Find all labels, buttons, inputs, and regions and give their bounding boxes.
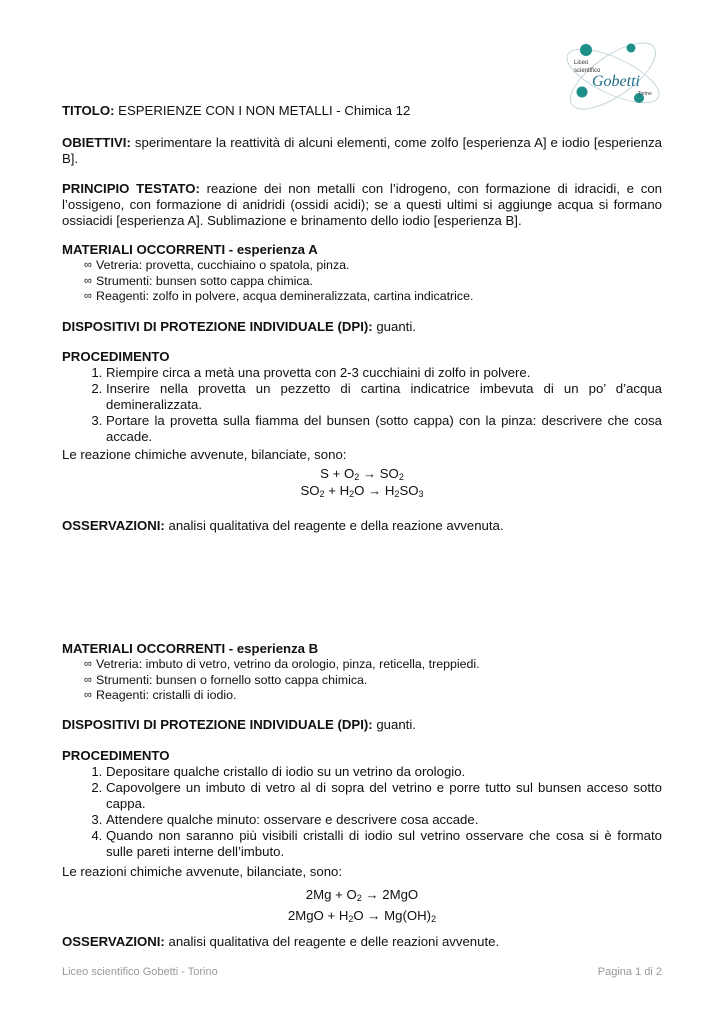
materiali-b-heading: MATERIALI OCCORRENTI - esperienza B [62,641,319,656]
infinity-icon: ∞ [84,689,92,701]
list-item: 3. Attendere qualche minuto: osservare e descrivere cosa accade. [106,812,662,828]
equation-a1: $S + O_2 \to SO_2$ [320,466,404,482]
list-item: ∞ Vetreria: provetta, cucchiaino o spatola, pinza. [84,258,350,272]
dpi-a [62,319,662,335]
obiettivi-text: sperimentare la reattività di alcuni elementi, come zolfo [esperienza A] e iodio [esperienza B]. [62,135,663,166]
list-item: 1. Depositare qualche cristallo di iodio su un vetrino da orologio. [106,764,662,780]
osservazioni-a [62,518,662,534]
principio-testato [62,181,662,229]
dpi-b-label: DISPOSITIVI DI PROTEZIONE INDIVIDUALE (DPI): [62,717,373,732]
infinity-icon: ∞ [84,290,92,302]
list-item: ∞ Reagenti: zolfo in polvere, acqua demineralizzata, cartina indicatrice. [84,289,474,303]
materiali-b [62,641,662,704]
dpi-a-label: DISPOSITIVI DI PROTEZIONE INDIVIDUALE (DPI): [62,319,373,334]
list-item: 2. Capovolgere un imbuto di vetro al di sopra del vetrino e porre tutto sul bunsen acceso sotto cappa. [106,780,662,812]
footer-school: Liceo scientifico Gobetti - Torino [62,966,218,978]
title-label: TITOLO: [62,103,115,118]
logo-line1: Liceo [574,60,589,66]
logo-line2: scientifico [574,68,601,74]
materiali-a [62,242,662,305]
principio-text: reazione dei non metalli con l’idrogeno, con formazione di idracidi, e con l’ossigeno, con formazione di anidridi (ossidi acidi); se a questi ultimi si aggiunge acqua si formano ossiacidi [esperienza A]. Sublimazione e brinamento dello iodio [esperienza B]. [62,181,662,228]
list-item: 4. Quando non saranno più visibili cristalli di iodio sul vetrino osservare che cosa si è formato sulle pareti interne dell’imbuto. [106,828,662,860]
procedimento-a-heading: PROCEDIMENTO [62,349,170,364]
reazioni-b-intro: Le reazioni chimiche avvenute, bilanciate, sono: [62,864,343,879]
materiali-a-heading: MATERIALI OCCORRENTI - esperienza A [62,242,318,257]
equation-a2: $SO_2 + H_2O \to H_2SO_3$ [300,483,424,499]
list-item: 1. Riempire circa a metà una provetta con 2-3 cucchiaini di zolfo in polvere. [106,365,662,381]
infinity-icon: ∞ [84,673,92,686]
dpi-b-text: guanti. [376,717,416,732]
list-item: ∞ Strumenti: bunsen sotto cappa chimica. [84,273,313,288]
principio-label: PRINCIPIO TESTATO: [62,181,200,196]
list-item: 2. Inserire nella provetta un pezzetto di cartina indicatrice imbevuta di un po’ d’acqua demineralizzata. [106,381,662,413]
infinity-icon: ∞ [84,259,92,271]
title-text: ESPERIENZE CON I NON METALLI - Chimica 12 [118,103,411,118]
list-item: 3. Portare la provetta sulla fiamma del bunsen (sotto cappa) con la pinza: descrivere che cosa accade. [106,413,662,445]
title-line [62,103,662,119]
list-item: ∞ Reagenti: cristalli di iodio. [84,688,237,702]
logo-city: Torino [638,91,652,97]
logo-brand: Gobetti [592,73,640,90]
equation-b1: $2Mg + O_2 \to 2MgO$ [305,887,419,903]
osservazioni-a-label: OSSERVAZIONI: [62,518,165,533]
osservazioni-a-text: analisi qualitativa del reagente e della reazione avvenuta. [168,518,504,533]
osservazioni-b [62,934,662,950]
osservazioni-b-text: analisi qualitativa del reagente e delle reazioni avvenute. [168,934,500,949]
procedimento-b-heading: PROCEDIMENTO [62,748,170,763]
obiettivi-label: OBIETTIVI: [62,135,131,150]
procedimento-a [62,349,662,499]
procedimento-b [62,748,662,924]
dpi-a-text: guanti. [376,319,416,334]
equation-b2: $2MgO + H_2O \to Mg(OH)_2$ [287,908,437,924]
infinity-icon: ∞ [84,658,92,670]
osservazioni-b-label: OSSERVAZIONI: [62,934,165,949]
infinity-icon: ∞ [84,274,92,287]
list-item: ∞ Vetreria: imbuto di vetro, vetrino da orologio, pinza, reticella, treppiedi. [84,657,480,671]
obiettivi [62,135,662,167]
footer-page-number: Pagina 1 di 2 [597,966,662,978]
dpi-b [62,717,662,733]
page-footer [62,966,662,978]
list-item: ∞ Strumenti: bunsen o fornello sotto cappa chimica. [84,672,368,687]
reazioni-a-intro: Le reazione chimiche avvenute, bilanciate, sono: [62,447,347,462]
